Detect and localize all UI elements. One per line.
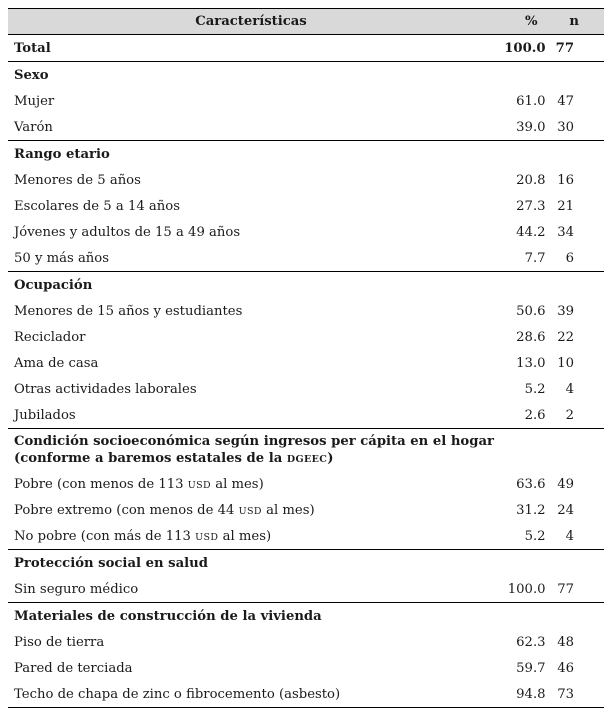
- characteristics-table: [8, 8, 604, 708]
- row-label: Jóvenes y adultos de 15 a 49 años: [14, 224, 241, 240]
- section-socioeconomic: [8, 429, 604, 472]
- section-housing: [8, 603, 604, 630]
- row-pct: 63.6: [516, 476, 546, 492]
- row-label: Menores de 5 años: [14, 172, 141, 188]
- row-label: Varón: [14, 119, 53, 135]
- row-pct: 61.0: [516, 93, 546, 109]
- row-n: 73: [546, 681, 604, 708]
- row-label: Escolares de 5 a 14 años: [14, 198, 180, 214]
- row-n: 4: [565, 528, 574, 544]
- row-n: 16: [557, 172, 574, 188]
- row-pct: 31.2: [516, 502, 546, 518]
- total-label: Total: [14, 40, 51, 56]
- table-row: [8, 298, 604, 324]
- row-label: Pobre (con menos de 113 USD al mes): [14, 476, 264, 492]
- row-n: 77: [557, 581, 574, 597]
- row-pct: 27.3: [516, 198, 546, 214]
- row-n: 39: [557, 303, 574, 319]
- table-row: [8, 219, 604, 245]
- table-row: [8, 350, 604, 376]
- table-row: [8, 523, 604, 550]
- table-row: [8, 376, 604, 402]
- table-row: [8, 88, 604, 114]
- row-label: Mujer: [14, 93, 55, 109]
- section-age: [8, 141, 604, 168]
- row-pct: 44.2: [516, 224, 546, 240]
- row-n: 49: [557, 476, 574, 492]
- row-pct: 13.0: [516, 355, 546, 371]
- row-n: 21: [557, 198, 574, 214]
- row-label: Techo de chapa de zinc o fibrocemento (asbesto): [8, 681, 494, 708]
- section-title: Condición socioeconómica según ingresos per cápita en el hogar (conforme a baremos estatales de la DGEEC): [8, 429, 494, 472]
- row-label: Jubilados: [14, 407, 76, 423]
- table-row: [8, 497, 604, 523]
- table-row: [8, 471, 604, 497]
- row-pct: 5.2: [524, 528, 546, 544]
- table-header-row: [8, 9, 604, 35]
- row-n: 34: [557, 224, 574, 240]
- row-pct: 50.6: [516, 303, 546, 319]
- row-label: Pobre extremo (con menos de 44 USD al mes): [14, 502, 315, 518]
- row-label: No pobre (con más de 113 USD al mes): [14, 528, 272, 544]
- section-sex: [8, 62, 604, 89]
- row-label: Piso de tierra: [14, 634, 105, 650]
- table-row: [8, 402, 604, 429]
- section-title: Rango etario: [8, 141, 494, 168]
- row-pct: 5.2: [524, 381, 546, 397]
- total-pct: 100.0: [504, 40, 546, 56]
- row-n: 10: [557, 355, 574, 371]
- row-label: 50 y más años: [14, 250, 110, 266]
- table-row: [8, 576, 604, 603]
- table-row: [8, 193, 604, 219]
- row-n: 30: [557, 119, 574, 135]
- section-health: [8, 550, 604, 577]
- header-percent: %: [494, 9, 546, 35]
- dgeec-abbr: DGEEC: [286, 453, 328, 465]
- row-pct: 62.3: [516, 634, 546, 650]
- table-row: [8, 114, 604, 141]
- row-label: Pared de terciada: [14, 660, 133, 676]
- section-title: Ocupación: [8, 272, 494, 299]
- row-pct: 28.6: [516, 329, 546, 345]
- row-label: Otras actividades laborales: [14, 381, 197, 397]
- table-row: [8, 655, 604, 681]
- table-row: [8, 681, 604, 708]
- row-label: Sin seguro médico: [14, 581, 139, 597]
- row-pct: 94.8: [494, 681, 546, 708]
- section-occupation: [8, 272, 604, 299]
- total-n: 77: [555, 40, 574, 56]
- row-pct: 100.0: [507, 581, 546, 597]
- row-n: 47: [557, 93, 574, 109]
- row-pct: 20.8: [516, 172, 546, 188]
- table-row: [8, 167, 604, 193]
- row-label: Ama de casa: [14, 355, 99, 371]
- row-n: 4: [565, 381, 574, 397]
- row-label: Menores de 15 años y estudiantes: [14, 303, 243, 319]
- total-row: [8, 35, 604, 62]
- header-characteristics: Características: [8, 9, 494, 35]
- section-title: Protección social en salud: [8, 550, 494, 577]
- row-pct: 59.7: [516, 660, 546, 676]
- row-n: 46: [557, 660, 574, 676]
- header-n: n: [546, 9, 604, 35]
- table-row: [8, 324, 604, 350]
- row-pct: 7.7: [524, 250, 546, 266]
- section-title: Sexo: [8, 62, 494, 89]
- row-pct: 2.6: [524, 407, 546, 423]
- row-n: 24: [557, 502, 574, 518]
- section-title: Materiales de construcción de la vivienda: [8, 603, 494, 630]
- row-n: 6: [565, 250, 574, 266]
- row-n: 2: [565, 407, 574, 423]
- row-pct: 39.0: [516, 119, 546, 135]
- row-n: 48: [557, 634, 574, 650]
- row-label: Reciclador: [14, 329, 86, 345]
- table-row: [8, 629, 604, 655]
- row-n: 22: [557, 329, 574, 345]
- table-row: [8, 245, 604, 272]
